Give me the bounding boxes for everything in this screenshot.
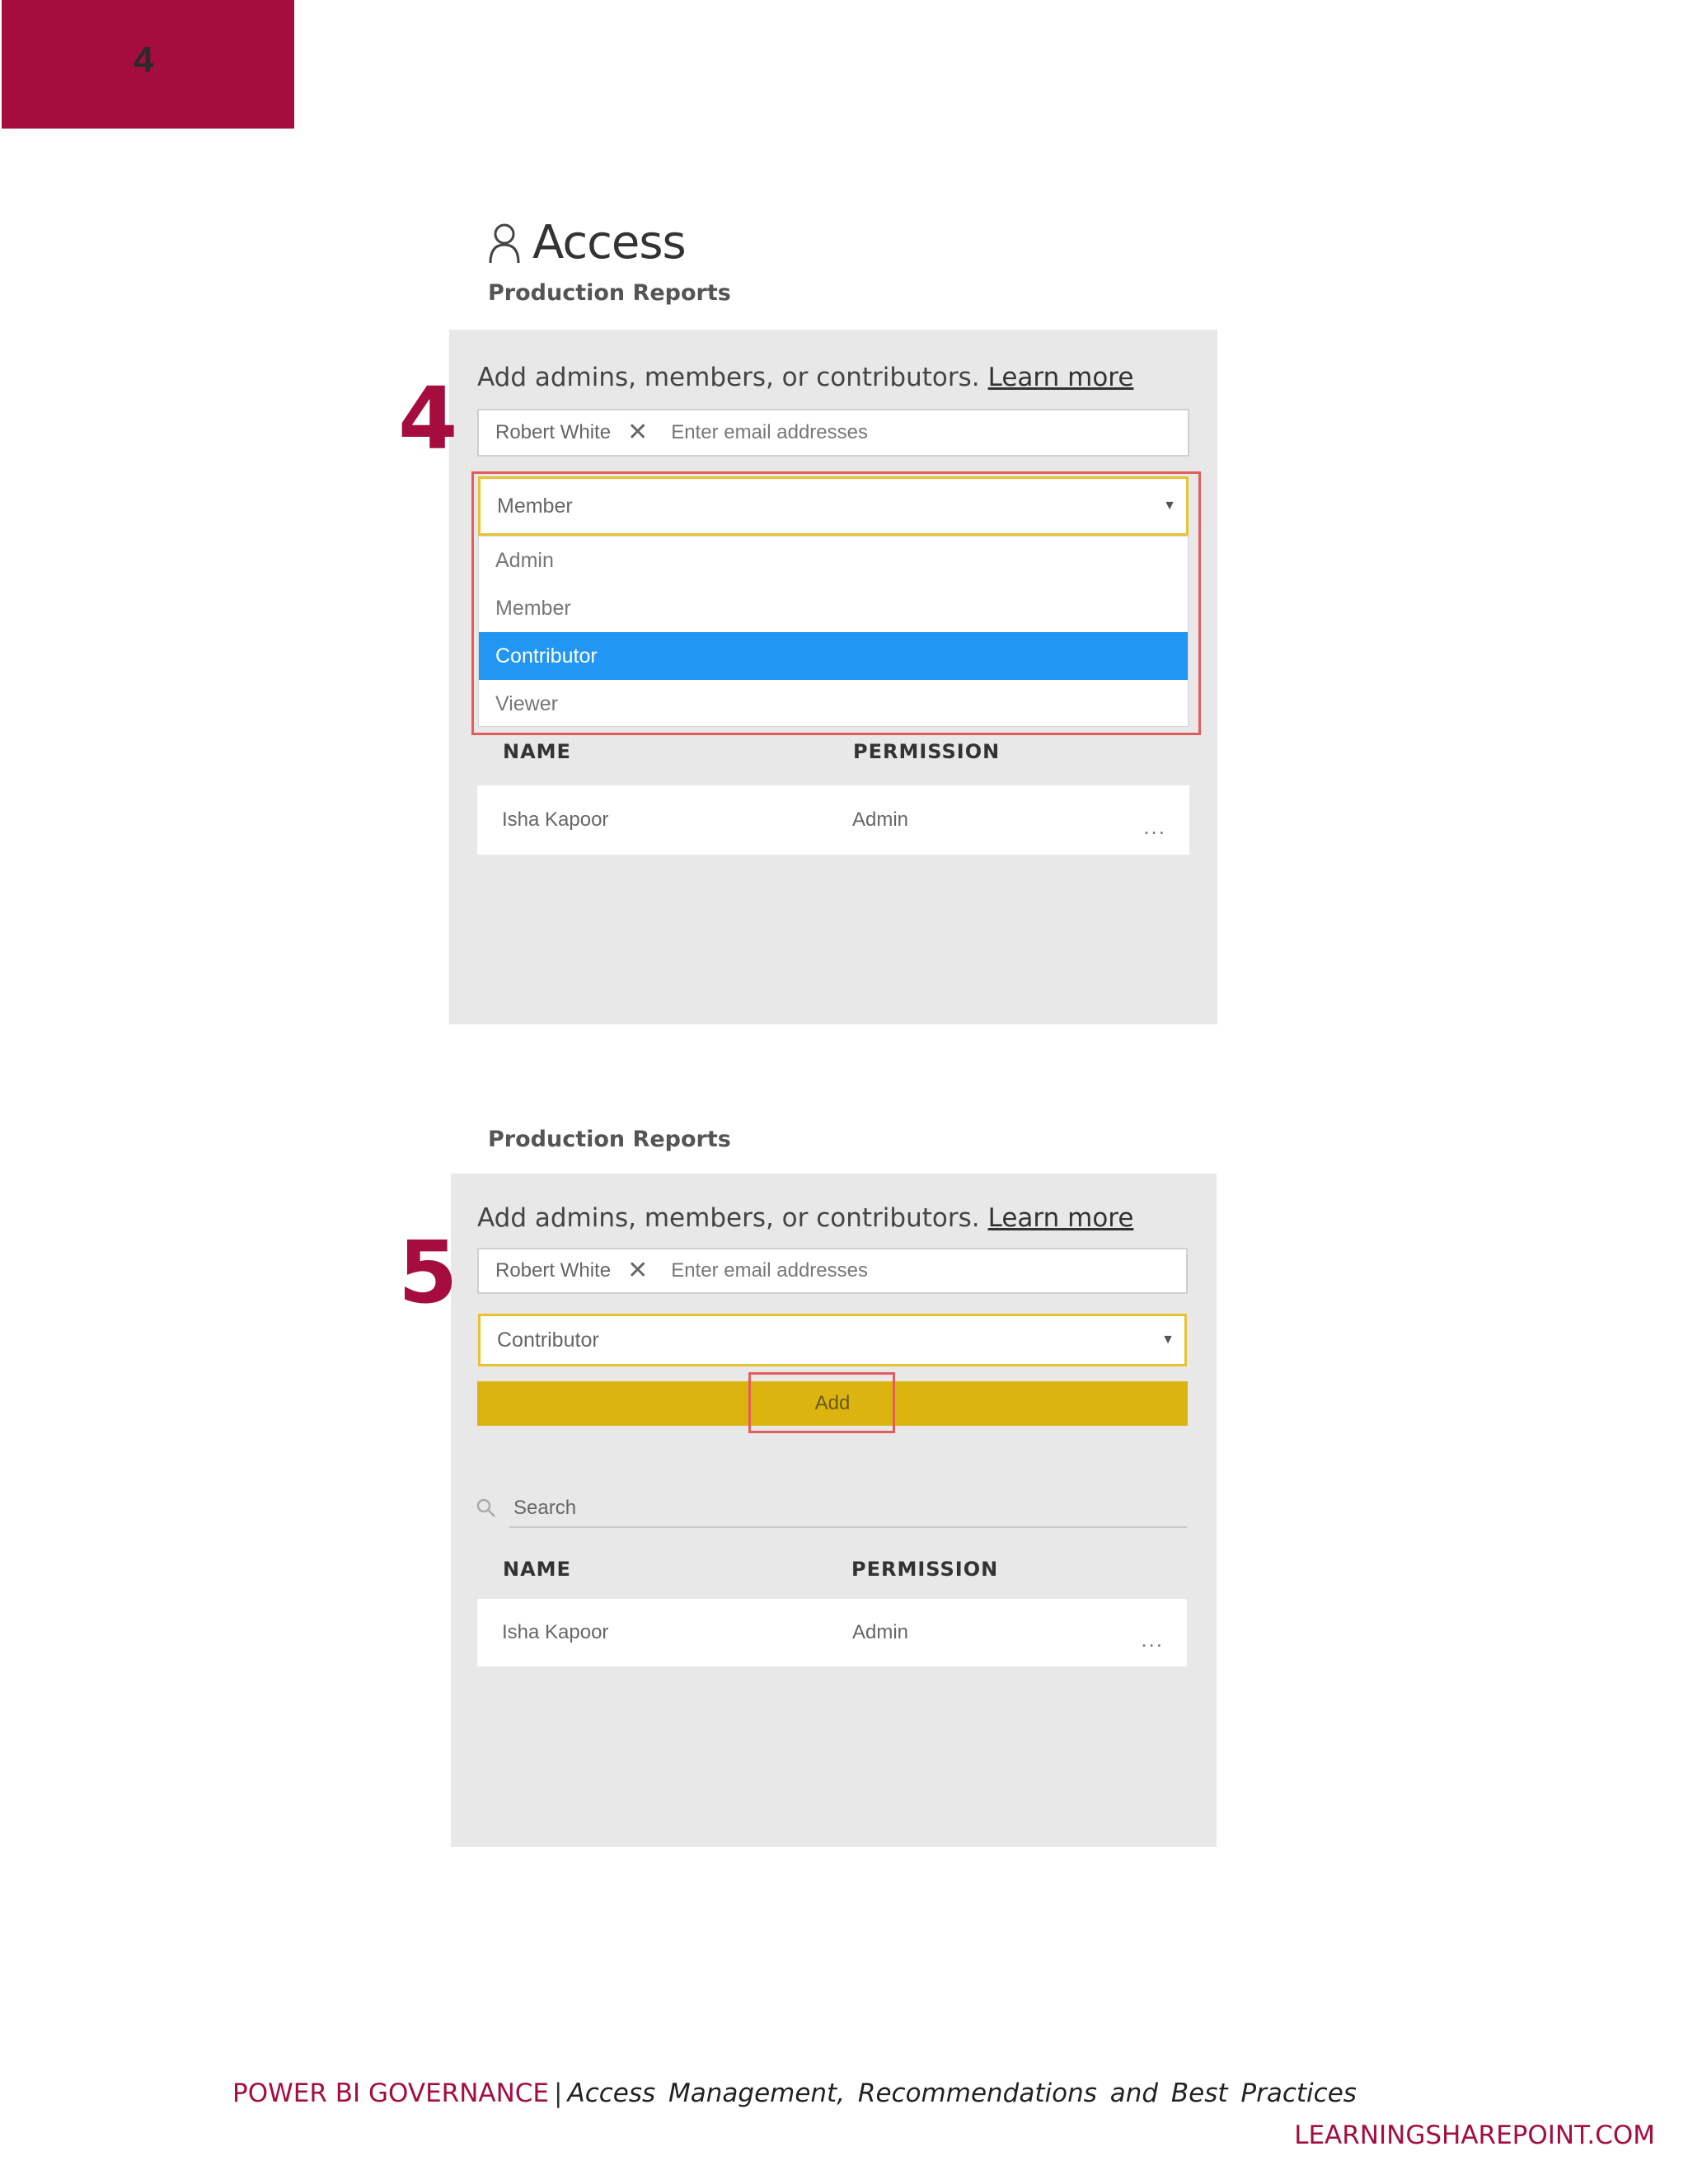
step-number: 4 [398, 368, 458, 469]
panel-heading [477, 363, 1133, 392]
footer-site[interactable]: LEARNINGSHAREPOINT.COM [1294, 2121, 1655, 2150]
more-options-icon[interactable]: ... [1141, 1626, 1164, 1652]
user-chip [495, 420, 648, 445]
search-icon [476, 1497, 497, 1519]
page-number: 4 [134, 40, 154, 80]
footer-title [232, 2079, 1357, 2108]
footer-separator: | [554, 2079, 563, 2108]
workspace-name: Production Reports [488, 280, 731, 306]
column-header-permission: PERMISSION [851, 1558, 999, 1581]
heading-text: Add admins, members, or contributors. [477, 1203, 980, 1233]
chip-name: Robert White [495, 421, 612, 443]
add-button[interactable] [477, 1381, 1188, 1426]
row-permission: Admin [852, 1621, 909, 1643]
heading-text: Add admins, members, or contributors. [477, 363, 980, 392]
role-option-admin[interactable]: Admin [495, 548, 554, 572]
column-header-name: NAME [503, 1558, 571, 1581]
search-field[interactable] [476, 1497, 576, 1520]
role-select[interactable] [478, 476, 1189, 536]
learn-more-link[interactable]: Learn more [987, 1203, 1134, 1233]
email-input[interactable] [477, 409, 1189, 457]
role-option-viewer[interactable]: Viewer [495, 691, 558, 715]
caret-down-icon: ▼ [1161, 1333, 1175, 1347]
email-input[interactable] [477, 1248, 1188, 1294]
role-select-value: Member [497, 494, 573, 518]
page-number-badge [2, 0, 294, 129]
footer-subtitle: Access Management, Recommendations and Best Practices [567, 2079, 1357, 2108]
user-chip [495, 1258, 648, 1283]
workspace-name: Production Reports [488, 1127, 731, 1152]
access-title: Access [532, 216, 686, 269]
role-option-member[interactable]: Member [495, 596, 571, 620]
email-placeholder: Enter email addresses [671, 421, 868, 443]
access-title-row [488, 216, 686, 269]
table-row [477, 785, 1189, 855]
search-placeholder: Search [513, 1497, 577, 1519]
row-permission: Admin [852, 808, 909, 831]
row-name: Isha Kapoor [502, 808, 609, 831]
panel-heading [477, 1203, 1133, 1233]
column-header-name: NAME [503, 740, 571, 763]
close-icon[interactable]: ✕ [627, 1257, 649, 1284]
role-option-contributor[interactable]: Contributor [479, 632, 1188, 680]
more-options-icon[interactable]: ... [1143, 813, 1166, 839]
search-underline [509, 1526, 1187, 1528]
role-select[interactable] [478, 1314, 1187, 1366]
footer-brand: POWER BI GOVERNANCE [232, 2079, 550, 2108]
caret-down-icon: ▼ [1163, 499, 1176, 513]
add-button-label: Add [814, 1392, 851, 1414]
chip-name: Robert White [495, 1259, 612, 1282]
person-icon [488, 222, 521, 265]
role-select-value: Contributor [497, 1328, 599, 1352]
step-number: 5 [398, 1222, 458, 1323]
column-header-permission: PERMISSION [853, 740, 1001, 763]
close-icon[interactable]: ✕ [627, 419, 649, 446]
email-placeholder: Enter email addresses [671, 1259, 868, 1282]
row-name: Isha Kapoor [502, 1621, 609, 1643]
table-row [477, 1599, 1187, 1666]
learn-more-link[interactable]: Learn more [987, 363, 1134, 392]
role-options-list [478, 536, 1189, 727]
